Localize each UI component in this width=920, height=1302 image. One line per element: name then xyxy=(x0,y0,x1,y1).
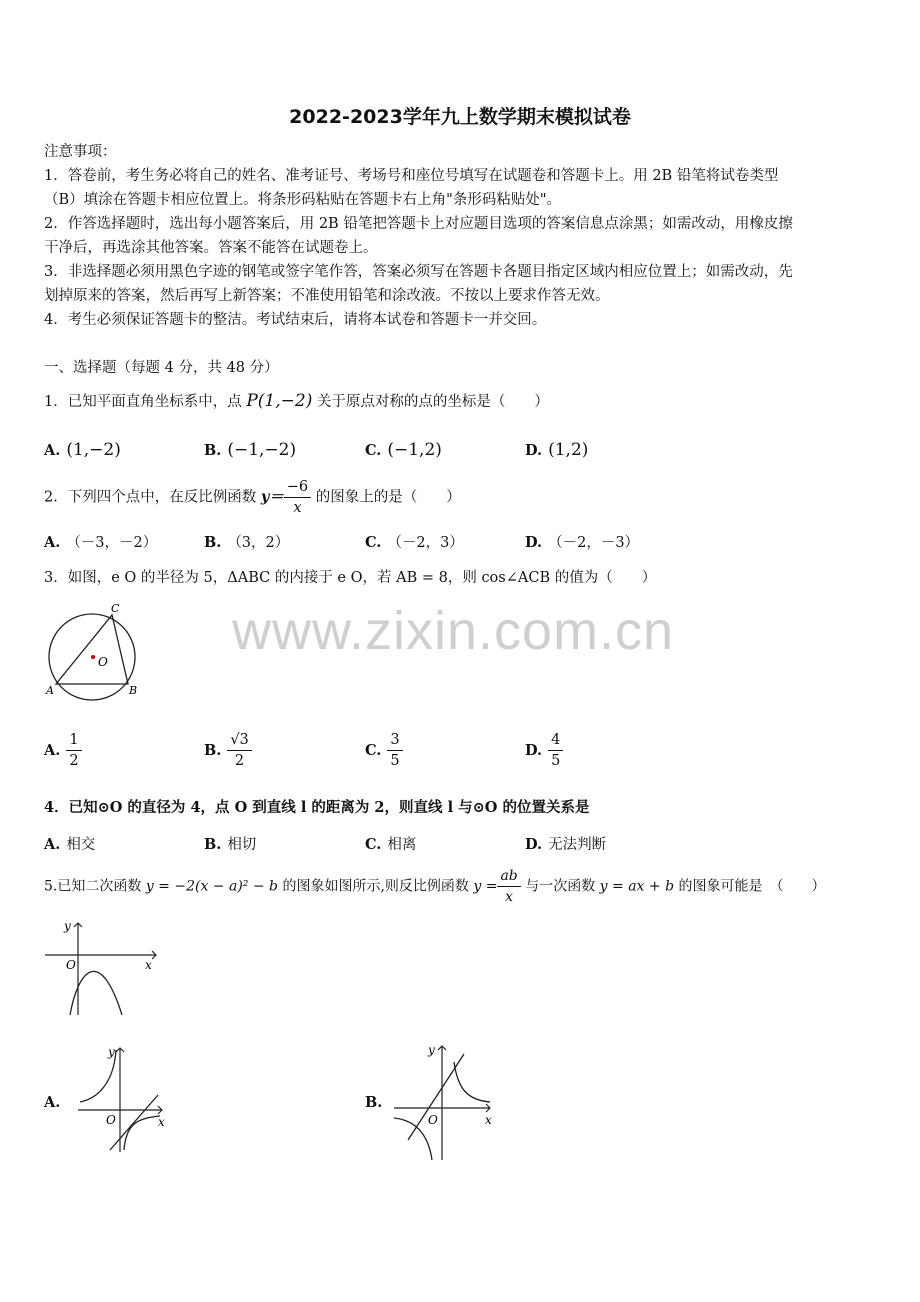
section-heading: 一、选择题（每题 4 分，共 48 分） xyxy=(44,360,279,376)
q5-option-b-graph xyxy=(390,1040,505,1165)
q1-option-b[interactable] xyxy=(204,440,296,460)
fraction-numerator: 4 xyxy=(548,730,563,751)
q5-option-a-graph xyxy=(70,1040,180,1160)
q3-option-c[interactable] xyxy=(365,730,403,771)
label-y: y xyxy=(108,1045,115,1059)
option-text: （－2，3） xyxy=(387,535,464,551)
q1-option-a[interactable] xyxy=(44,440,121,460)
fraction-denominator: 2 xyxy=(69,753,79,769)
q3-option-b[interactable] xyxy=(204,730,252,771)
fraction-denominator: x xyxy=(293,500,302,516)
line-graph xyxy=(110,1095,158,1150)
fraction-denominator: 5 xyxy=(390,753,400,769)
fraction-numerator: −6 xyxy=(284,477,311,498)
label-c: C xyxy=(111,602,120,615)
question-3: 3．如图，e O 的半径为 5，ΔABC 的内接于 e O，若 AB = 8，则 cos∠ACB 的值为（ ） xyxy=(44,570,657,586)
option-label: A. xyxy=(44,836,61,853)
q1-option-c[interactable] xyxy=(365,440,442,460)
fraction-numerator: √3 xyxy=(227,730,251,751)
question-1 xyxy=(44,390,549,411)
option-label: A. xyxy=(44,534,61,551)
notice-line: 1．答卷前，考生务必将自己的姓名、准考证号、考场号和座位号填写在试题卷和答题卡上。用 2B 铅笔将试卷类型 xyxy=(44,168,779,184)
q5-quadratic: y = −2(x − a)² − b xyxy=(145,878,278,895)
option-label: C. xyxy=(365,742,382,759)
option-label: A. xyxy=(44,442,61,459)
label-o: O xyxy=(98,655,108,669)
option-label: C. xyxy=(365,534,382,551)
q2-option-c[interactable] xyxy=(365,531,464,552)
option-text: 相交 xyxy=(66,837,96,853)
option-text: (−1,−2) xyxy=(227,440,297,460)
q5-linear: y = ax + b xyxy=(599,878,675,895)
q4-option-b[interactable] xyxy=(204,833,256,854)
fraction-numerator: 3 xyxy=(387,730,402,751)
page-title: 2022-2023学年九上数学期末模拟试卷 xyxy=(289,106,631,128)
option-label: B. xyxy=(204,534,222,551)
option-text: （－2，－3） xyxy=(548,535,640,551)
q4-option-d[interactable] xyxy=(525,833,606,854)
notice-line: 划掉原来的答案，然后再写上新答案；不准使用铅笔和涂改液。不按以上要求作答无效。 xyxy=(44,288,610,304)
label-y: y xyxy=(64,919,71,933)
triangle-abc xyxy=(56,615,128,684)
q2-option-d[interactable] xyxy=(525,531,639,552)
label-x: x xyxy=(158,1115,165,1129)
q2-func-lhs: y＝ xyxy=(260,488,284,506)
q2-option-a[interactable] xyxy=(44,531,157,552)
q3-circle-figure xyxy=(40,600,150,705)
q5-fraction xyxy=(497,866,520,907)
q1-post: 关于原点对称的点的坐标是（ ） xyxy=(312,394,549,410)
q2-pre: 2．下列四个点中，在反比例函数 xyxy=(44,489,261,506)
label-y: y xyxy=(428,1043,435,1057)
option-label: B. xyxy=(204,742,222,759)
q5-post: 的图象可能是 （ ） xyxy=(674,878,826,895)
q1-point: P(1,−2) xyxy=(246,391,313,411)
question-2 xyxy=(44,477,461,518)
question-5 xyxy=(44,866,826,907)
q5-y-eq: y = xyxy=(473,878,498,895)
fraction-denominator: x xyxy=(505,889,514,905)
q5-option-a[interactable] xyxy=(44,1094,66,1111)
option-text: 相切 xyxy=(227,837,257,853)
option-label: B. xyxy=(204,836,222,853)
notice-line: 干净后，再选涂其他答案。答案不能答在试题卷上。 xyxy=(44,240,378,256)
option-fraction xyxy=(387,730,402,771)
q5-mid2: 与一次函数 xyxy=(520,878,600,895)
option-label: A. xyxy=(44,1094,61,1111)
watermark: www.zixin.com.cn xyxy=(232,601,675,661)
label-o: O xyxy=(428,1113,438,1127)
fraction-numerator: 1 xyxy=(66,730,81,751)
q2-post: 的图象上的是（ ） xyxy=(311,489,461,506)
option-fraction xyxy=(548,730,563,771)
notice-line: （B）填涂在答题卡相应位置上。将条形码粘贴在答题卡右上角"条形码粘贴处"。 xyxy=(44,192,561,208)
q1-pre: 1．已知平面直角坐标系中，点 xyxy=(44,394,247,410)
label-x: x xyxy=(145,958,152,972)
option-label: D. xyxy=(525,534,543,551)
option-label: C. xyxy=(365,836,382,853)
option-text: (1,−2) xyxy=(66,440,121,460)
q4-option-c[interactable] xyxy=(365,833,416,854)
notice-line: 3．非选择题必须用黑色字迹的钢笔或签字笔作答，答案必须写在答题卡各题目指定区域内相应位置上；如需改动，先 xyxy=(44,264,793,280)
option-label: A. xyxy=(44,742,61,759)
q5-mid: 的图象如图所示,则反比例函数 xyxy=(278,878,474,895)
label-o: O xyxy=(66,958,76,972)
fraction-numerator: ab xyxy=(497,866,520,887)
option-text: (1,2) xyxy=(548,440,589,460)
q5-parabola-figure xyxy=(40,915,170,1020)
notice-line: 4．考生必须保证答题卡的整洁。考试结束后，请将本试卷和答题卡一并交回。 xyxy=(44,312,547,328)
question-4: 4．已知⊙O 的直径为 4，点 O 到直线 l 的距离为 2，则直线 l 与⊙O 的位置关系是 xyxy=(44,799,590,816)
option-label: B. xyxy=(365,1094,383,1111)
hyperbola-branch xyxy=(124,1116,160,1150)
hyperbola-branch xyxy=(394,1118,432,1160)
option-label: C. xyxy=(365,442,382,459)
label-o: O xyxy=(106,1113,116,1127)
notice-heading: 注意事项： xyxy=(44,144,117,160)
fraction-denominator: 5 xyxy=(551,753,561,769)
option-fraction xyxy=(66,730,81,771)
center-point xyxy=(91,655,95,659)
q4-option-a[interactable] xyxy=(44,833,95,854)
label-x: x xyxy=(485,1113,492,1127)
q3-option-d[interactable] xyxy=(525,730,563,771)
option-fraction xyxy=(227,730,251,771)
option-label: D. xyxy=(525,742,543,759)
label-a: A xyxy=(46,684,54,697)
option-text: 相离 xyxy=(387,837,417,853)
q1-option-d[interactable] xyxy=(525,440,588,460)
notice-line: 2．作答选择题时，选出每小题答案后，用 2B 铅笔把答题卡上对应题目选项的答案信息点涂黑；如需改动，用橡皮擦 xyxy=(44,216,793,232)
option-label: B. xyxy=(204,442,222,459)
option-text: （－3，－2） xyxy=(66,535,158,551)
hyperbola-branch xyxy=(454,1062,490,1102)
option-text: （3，2） xyxy=(227,535,290,551)
option-text: 无法判断 xyxy=(548,837,607,853)
option-label: D. xyxy=(525,836,543,853)
option-text: (−1,2) xyxy=(387,440,442,460)
fraction-denominator: 2 xyxy=(234,753,245,769)
label-b: B xyxy=(129,684,138,697)
option-label: D. xyxy=(525,442,543,459)
q2-option-b[interactable] xyxy=(204,531,289,552)
q3-option-a[interactable] xyxy=(44,730,82,771)
q5-option-b[interactable] xyxy=(365,1094,388,1111)
q5-pre: 5.已知二次函数 xyxy=(44,878,146,895)
line-graph xyxy=(408,1054,464,1140)
q2-fraction xyxy=(284,477,311,518)
